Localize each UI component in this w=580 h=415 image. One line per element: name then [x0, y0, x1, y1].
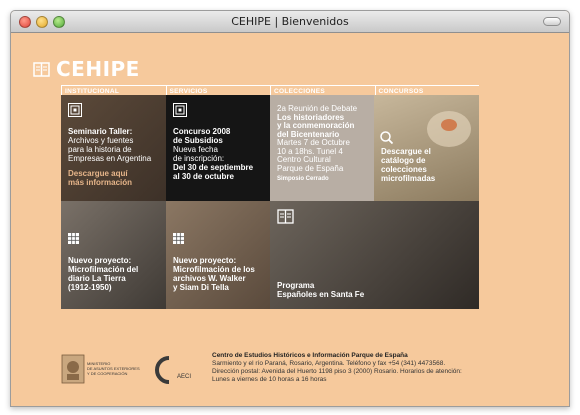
tile-5-line: (1912-1950): [68, 283, 112, 292]
square-target-icon: [173, 103, 187, 117]
tile-4-line: catálogo de: [381, 156, 426, 165]
tile-1-title: Seminario Taller:: [68, 127, 133, 136]
tile-3-line: Los historiadores: [277, 112, 345, 122]
tile-6-line: Nuevo proyecto:: [173, 256, 237, 265]
contact-line: Dirección postal: Avenida del Huerto 1198 piso 3 (2000) Rosario. Horarios de atención:: [212, 368, 462, 375]
contact-line: Sarmiento y el río Paraná, Rosario, Argentina. Teléfono y fax +54 (341) 4473568.: [212, 360, 446, 367]
tile-1-link[interactable]: Descargue aquí: [68, 169, 128, 178]
contact-line: Lunes a viernes de 10 horas a 16 horas: [212, 376, 327, 383]
tile-1-line: para la historia de: [68, 145, 132, 154]
tile-6-line: y Siam Di Tella: [173, 283, 229, 292]
site-logo[interactable]: [33, 57, 140, 81]
tile-seminario-taller[interactable]: [61, 95, 166, 201]
tile-7-line: Españoles en Santa Fe: [277, 290, 365, 299]
contact-heading: Centro de Estudios Históricos e Información Parque de España: [212, 352, 408, 359]
tile-2-title: Concurso 2008: [173, 127, 231, 136]
tile-2-text: [173, 127, 253, 181]
ministerio-text: DE ASUNTOS EXTERIORES: [87, 366, 140, 371]
tile-3-text: [277, 105, 357, 184]
tile-6-line: Microfilmación de los: [173, 265, 255, 274]
ministerio-text: Y DE COOPERACIÓN: [87, 371, 128, 376]
tile-5-text: [68, 256, 138, 292]
grid-icon: [68, 233, 79, 244]
tile-5-line: diario La Tierra: [68, 274, 126, 283]
tile-7-line: Programa: [277, 281, 315, 290]
tile-4-line: colecciones: [381, 165, 427, 174]
tile-concurso-2008[interactable]: [166, 95, 270, 201]
tile-1-link[interactable]: más información: [68, 178, 133, 187]
tile-la-tierra[interactable]: [61, 201, 166, 309]
square-target-icon: [68, 103, 82, 117]
tile-1-line: Empresas en Argentina: [68, 154, 152, 163]
browser-window: [10, 10, 570, 407]
tile-3-line: Centro Cultural: [277, 155, 331, 164]
contact-info: [212, 352, 462, 384]
tile-2-line: de inscripción:: [173, 154, 225, 163]
tile-walker-di-tella[interactable]: [166, 201, 270, 309]
toolbar-toggle-button[interactable]: [543, 17, 561, 26]
tile-2-line: Nueva fecha: [173, 145, 218, 154]
tile-5-line: Microfilmación del: [68, 265, 139, 274]
tile-3-line: Martes 7 de Octubre: [277, 138, 350, 147]
tile-4-text: [381, 147, 435, 183]
magnifier-icon: [380, 131, 393, 144]
tile-1-text: [68, 127, 151, 187]
title-bar: [11, 11, 569, 33]
aeci-logo[interactable]: [153, 354, 198, 386]
book-icon: [277, 209, 294, 224]
window-title: CEHIPE | Bienvenidos: [231, 15, 349, 28]
tile-5-line: Nuevo proyecto:: [68, 256, 132, 265]
page-content: [11, 34, 569, 406]
tile-1-line: Archivos y fuentes: [68, 136, 134, 145]
grid-icon: [173, 233, 184, 244]
tile-2-title: de Subsidios: [173, 136, 223, 145]
ministerio-text: MINISTERIO: [87, 361, 111, 366]
nav-colecciones[interactable]: COLECCIONES: [270, 85, 375, 96]
ministerio-logo[interactable]: [61, 352, 147, 388]
tile-4-line: microfilmadas: [381, 174, 436, 183]
tile-2-date: al 30 de octubre: [173, 172, 234, 181]
tile-7-text: [277, 281, 364, 299]
tile-reunion-debate[interactable]: [270, 95, 374, 201]
book-icon: [33, 62, 50, 77]
tile-4-line: Descargue el: [381, 147, 431, 156]
tile-3-line: 2a Reunión de Debate: [277, 104, 358, 113]
tile-3-note: Simposio Cerrado: [277, 176, 329, 182]
tile-espanoles-santa-fe[interactable]: [270, 201, 479, 309]
tile-2-date: Del 30 de septiembre: [173, 163, 254, 172]
tile-6-line: archivos W. Walker: [173, 274, 246, 283]
tile-3-line: y la conmemoración: [277, 121, 355, 130]
tile-3-line: del Bicentenario: [277, 129, 340, 139]
footer: [61, 352, 481, 392]
tile-3-line: Parque de España: [277, 163, 344, 173]
nav-institucional[interactable]: INSTITUCIONAL: [61, 85, 166, 96]
nav-servicios[interactable]: SERVICIOS: [166, 85, 271, 96]
nav-concursos[interactable]: CONCURSOS: [375, 85, 480, 96]
tile-3-line: 10 a 18hs. Tunel 4: [277, 146, 343, 156]
tile-catalogo[interactable]: [374, 95, 479, 201]
tile-6-text: [173, 256, 255, 292]
logo-text: CEHIPE: [56, 57, 140, 81]
aeci-text: AECI: [177, 374, 192, 380]
caricature-illustration: [414, 107, 474, 147]
